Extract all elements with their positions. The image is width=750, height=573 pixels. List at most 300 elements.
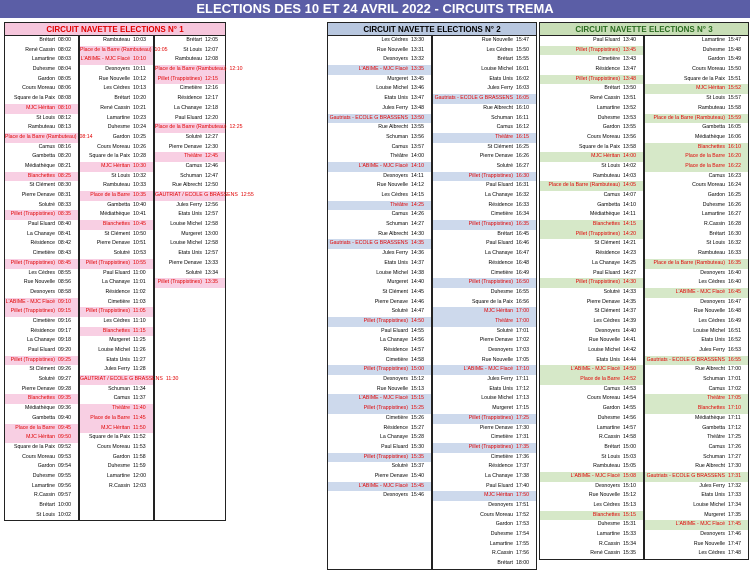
stop-name: Cimetière xyxy=(385,414,408,421)
stop-row xyxy=(80,394,153,404)
stop-row xyxy=(645,65,748,75)
stop-time: 16:02 xyxy=(516,75,529,82)
stop-time: 17:02 xyxy=(728,385,741,392)
stop-row xyxy=(155,143,225,153)
stop-time: 16:28 xyxy=(728,221,741,228)
stop-name: Desnoyers xyxy=(383,376,408,383)
stop-time: 09:40 xyxy=(58,414,71,421)
stop-row xyxy=(328,385,431,395)
page-title: ELECTIONS DES 10 ET 24 AVRIL 2022 - CIRCUITS TREMA xyxy=(0,0,750,18)
stop-row xyxy=(328,104,431,114)
stop-name: Etats Unis xyxy=(106,356,130,363)
stop-row xyxy=(433,162,536,172)
stop-time: 13:47 xyxy=(623,66,636,73)
stop-row xyxy=(540,288,643,298)
stop-time: 12:16 xyxy=(205,85,218,92)
stop-name: Gardon xyxy=(602,124,620,131)
stop-name: Résidence xyxy=(383,424,408,431)
stop-time: 17:55 xyxy=(516,540,529,547)
stop-row xyxy=(328,327,431,337)
stop-row xyxy=(433,443,536,453)
stop-name: Paul Eluard xyxy=(28,221,55,228)
stop-row xyxy=(645,365,748,375)
stop-row xyxy=(5,94,78,104)
stop-name: Médiathèque xyxy=(25,405,55,412)
stop-time: 15:13 xyxy=(411,385,424,392)
stop-time: 10:28 xyxy=(133,153,146,160)
stop-name: Place de la Barre xyxy=(90,414,130,421)
stop-row xyxy=(328,356,431,366)
stop-row xyxy=(80,230,153,240)
stop-time: 16:05 xyxy=(516,95,529,102)
stop-row xyxy=(540,511,643,521)
stop-row xyxy=(155,46,225,56)
stop-time: 16:01 xyxy=(516,66,529,73)
stop-name: Murgeret xyxy=(181,230,202,237)
stop-time: 09:27 xyxy=(58,376,71,383)
stop-row xyxy=(540,501,643,511)
stop-row xyxy=(5,501,78,511)
stop-time: 16:10 xyxy=(728,143,741,150)
stop-time: 16:33 xyxy=(728,250,741,257)
stop-name: Pillet (Trappistines) xyxy=(363,317,408,324)
stop-row xyxy=(540,414,643,424)
stop-name: Desnoyers xyxy=(595,327,620,334)
stop-time: 13:34 xyxy=(205,269,218,276)
stop-name: Rue Albrecht xyxy=(483,104,513,111)
stop-name: Pierre Denave xyxy=(479,337,513,344)
stop-row xyxy=(155,181,225,191)
stop-row xyxy=(540,346,643,356)
stop-row xyxy=(80,152,153,162)
stop-row xyxy=(80,453,153,463)
stop-name: Paul Eluard xyxy=(593,37,620,43)
stop-time: 15:48 xyxy=(728,46,741,53)
stop-row xyxy=(433,239,536,249)
stop-name: GAUTRIAT / ECOLE G BRASSENS xyxy=(80,376,163,383)
stop-name: Les Cèdres xyxy=(103,85,130,92)
stop-time: 13:56 xyxy=(411,133,424,140)
stop-time: 09:52 xyxy=(58,443,71,450)
stop-name: Gambetta xyxy=(32,153,55,160)
stop-time: 15:34 xyxy=(623,540,636,547)
stop-row xyxy=(80,143,153,153)
stop-time: 10:26 xyxy=(133,143,146,150)
stop-row xyxy=(645,230,748,240)
stop-time: 08:06 xyxy=(58,85,71,92)
stop-time: 17:38 xyxy=(516,472,529,479)
stop-time: 17:10 xyxy=(516,366,529,373)
stop-row xyxy=(80,375,179,385)
stop-row xyxy=(155,269,225,279)
stop-name: Schuman xyxy=(386,133,408,140)
stop-name: Pillet (Trappistines) xyxy=(363,366,408,373)
stop-name: Etats Unis xyxy=(489,385,513,392)
stop-time: 16:23 xyxy=(728,172,741,179)
stop-name: Square de la Paix xyxy=(14,443,55,450)
stop-row xyxy=(80,210,153,220)
stop-row xyxy=(328,424,431,434)
stop-name: Gardon xyxy=(707,56,725,63)
stop-row xyxy=(540,220,643,230)
stop-time: 09:57 xyxy=(58,492,71,499)
stop-name: Pillet (Trappistines) xyxy=(468,414,513,421)
stop-row xyxy=(80,249,153,259)
stop-name: Murgeret xyxy=(387,75,408,82)
stop-row xyxy=(80,424,153,434)
stop-time: 16:15 xyxy=(516,133,529,140)
stop-time: 17:01 xyxy=(516,327,529,334)
stop-row xyxy=(328,259,431,269)
stop-row xyxy=(645,356,748,366)
stop-time: 11:45 xyxy=(133,414,146,421)
stop-row xyxy=(540,46,643,56)
stop-name: Cimetière xyxy=(490,269,513,276)
stop-name: Lamartine xyxy=(489,540,513,547)
stop-row xyxy=(645,549,748,559)
stop-time: 13:45 xyxy=(623,46,636,53)
stop-time: 16:34 xyxy=(516,211,529,218)
stop-name: Etats Unis xyxy=(384,259,408,266)
stop-row xyxy=(5,75,78,85)
stop-name: Résidence xyxy=(488,463,513,470)
stop-name: Résidence xyxy=(488,259,513,266)
stop-row xyxy=(645,520,748,530)
stop-time: 10:51 xyxy=(133,240,146,247)
stop-row xyxy=(645,433,748,443)
stop-name: Desnoyers xyxy=(700,298,725,305)
stop-name: Square de la Paix xyxy=(579,143,620,150)
stop-name: L'ABIME - MJC Flacé xyxy=(463,366,513,373)
stop-row xyxy=(328,491,431,501)
stop-row xyxy=(645,375,748,385)
stop-name: L'ABIME - MJC Flacé xyxy=(358,395,408,402)
stop-row xyxy=(433,414,536,424)
stop-row xyxy=(645,104,748,114)
stop-time: 12:10 xyxy=(229,66,243,73)
stop-name: La Chanaye xyxy=(102,279,130,286)
stop-name: Schuman xyxy=(386,221,408,228)
stop-time: 14:56 xyxy=(623,414,636,421)
stop-row xyxy=(433,269,536,279)
stop-name: Pillet (Trappistines) xyxy=(575,279,620,286)
stop-name: Desnoyers xyxy=(383,56,408,63)
stop-name: Camus xyxy=(708,385,725,392)
stop-row xyxy=(80,346,153,356)
stop-row xyxy=(645,443,748,453)
stop-row xyxy=(155,55,225,65)
stop-time: 08:05 xyxy=(58,75,71,82)
stop-time: 17:00 xyxy=(516,317,529,324)
stop-row xyxy=(5,152,78,162)
stop-row xyxy=(433,298,536,308)
stop-name: Camus xyxy=(603,192,620,198)
stop-time: 15:50 xyxy=(728,66,741,73)
stop-row xyxy=(540,520,643,530)
stop-row xyxy=(5,201,78,211)
stop-name: Louise Michel xyxy=(170,221,202,228)
stop-time: 13:52 xyxy=(623,104,636,111)
stop-row xyxy=(540,298,643,308)
stop-row xyxy=(155,162,225,172)
stop-row xyxy=(328,94,431,104)
stop-name: Pierre Denave xyxy=(168,143,202,150)
stop-time: 15:35 xyxy=(411,453,424,460)
stop-time: 09:16 xyxy=(58,317,71,324)
stop-row xyxy=(328,249,431,259)
stop-time: 14:40 xyxy=(623,327,636,334)
stop-name: René Cassin xyxy=(590,550,620,557)
stop-row xyxy=(328,114,431,124)
stop-row xyxy=(433,482,536,492)
stop-time: 14:15 xyxy=(623,221,636,228)
stop-row xyxy=(80,133,153,143)
stop-row xyxy=(433,530,536,540)
stop-name: Camus xyxy=(185,162,202,169)
stop-name: Rambuteau xyxy=(593,463,620,470)
stop-time: 11:50 xyxy=(133,424,146,431)
stop-name: Cours Moreau xyxy=(692,66,725,73)
stop-time: 12:57 xyxy=(205,211,218,218)
stop-row xyxy=(5,327,78,337)
stop-name: Gambetta xyxy=(107,201,130,208)
stop-time: 17:53 xyxy=(516,521,529,528)
stop-row xyxy=(328,133,431,143)
stop-time: 17:10 xyxy=(728,405,741,412)
stop-row xyxy=(155,210,225,220)
stop-name: Gardon xyxy=(707,192,725,198)
stop-time: 10:03 xyxy=(133,37,146,43)
stop-time: 09:35 xyxy=(58,395,71,402)
stop-row xyxy=(433,559,536,569)
stop-name: St Clément xyxy=(382,288,408,295)
circuit-1-header: CIRCUIT NAVETTE ELECTIONS N° 1 xyxy=(4,22,226,36)
stop-time: 10:41 xyxy=(133,211,146,218)
stop-name: Rue Nouvelle xyxy=(23,279,55,286)
stop-time: 17:50 xyxy=(516,492,529,499)
stop-time: 14:00 xyxy=(623,153,636,160)
stop-time: 15:52 xyxy=(728,85,741,92)
stop-time: 14:58 xyxy=(623,434,636,441)
stop-row xyxy=(645,46,748,56)
stop-row xyxy=(540,278,643,288)
stop-row xyxy=(433,123,536,133)
stop-row xyxy=(5,317,78,327)
stop-time: 14:56 xyxy=(411,337,424,344)
stop-name: St Clément xyxy=(104,230,130,237)
stop-name: Jules Ferry xyxy=(487,376,513,383)
stop-time: 14:44 xyxy=(623,356,636,363)
stop-name: L'ABIME - MJC Flacé xyxy=(675,288,725,295)
stop-time: 14:00 xyxy=(411,153,424,160)
stop-row xyxy=(5,453,78,463)
stop-name: R.Cassin xyxy=(33,492,55,499)
stop-row xyxy=(433,143,536,153)
stop-time: 09:28 xyxy=(58,385,71,392)
stop-row xyxy=(645,269,748,279)
stop-row xyxy=(433,55,536,65)
stop-name: Place de la Barre (Rambuteau) xyxy=(155,124,227,131)
stop-row xyxy=(80,269,153,279)
stop-time: 16:55 xyxy=(516,288,529,295)
stop-name: Etats Unis xyxy=(701,492,725,499)
stop-time: 16:26 xyxy=(516,153,529,160)
stop-row xyxy=(328,462,431,472)
stop-row xyxy=(80,104,153,114)
stop-name: Cimetière xyxy=(107,298,130,305)
stop-time: 16:47 xyxy=(516,250,529,257)
stop-name: Louise Michel xyxy=(481,395,513,402)
stop-time: 15:13 xyxy=(623,502,636,508)
stop-time: 12:45 xyxy=(205,153,218,160)
stop-name: Place de la Barre xyxy=(685,153,725,160)
stop-time: 17:25 xyxy=(516,414,529,421)
stop-row xyxy=(80,162,153,172)
stop-row xyxy=(80,201,153,211)
stop-name: Gambetta xyxy=(702,124,725,131)
stop-name: Louise Michel xyxy=(98,347,130,353)
stop-row xyxy=(433,336,536,346)
stop-row xyxy=(5,472,78,482)
stop-name: L'ABIME - MJC Flacé xyxy=(570,472,620,479)
stop-name: Desnoyers xyxy=(30,288,55,295)
stop-row xyxy=(645,540,748,550)
stop-name: Schuman xyxy=(108,385,130,392)
stop-name: Médiathèque xyxy=(590,211,620,218)
stop-name: La Chanaye xyxy=(380,337,408,344)
stop-row xyxy=(645,394,748,404)
stop-name: Lamartine xyxy=(106,472,130,479)
stop-name: Les Cèdres xyxy=(28,269,55,276)
stop-name: Pierre Denave xyxy=(374,472,408,479)
stop-time: 13:00 xyxy=(205,230,218,237)
stop-name: Cours Moreau xyxy=(97,143,130,150)
stop-name: La Chanaye xyxy=(27,230,55,237)
stop-name: Lamartine xyxy=(31,482,55,489)
stop-row xyxy=(5,424,78,434)
stop-name: Cours Moreau xyxy=(587,133,620,140)
stop-time: 11:10 xyxy=(133,317,146,324)
stop-time: 17:31 xyxy=(516,434,529,441)
stop-row xyxy=(328,346,431,356)
stop-time: 09:56 xyxy=(58,482,71,489)
stop-name: L'ABIME - MJC Flacé xyxy=(358,66,408,73)
stop-row xyxy=(645,424,748,434)
stop-time: 15:51 xyxy=(728,75,741,82)
stop-time: 15:57 xyxy=(728,95,741,102)
stop-name: Rue Nouvelle xyxy=(481,356,513,363)
stop-time: 17:34 xyxy=(728,502,741,508)
stop-row xyxy=(540,404,643,414)
stop-name: Jules Ferry xyxy=(699,347,725,353)
stop-row xyxy=(540,114,643,124)
stop-name: Médiathèque xyxy=(695,414,725,421)
stop-name: Pillet (Trappistines) xyxy=(363,453,408,460)
stop-name: Lamartine xyxy=(596,424,620,431)
stop-time: 13:58 xyxy=(623,143,636,150)
stop-name: St Louis xyxy=(706,240,725,247)
stop-row xyxy=(433,94,536,104)
stop-time: 15:10 xyxy=(623,482,636,489)
stop-row xyxy=(80,75,153,85)
stop-row xyxy=(433,549,536,559)
circuit-3-section xyxy=(539,22,749,560)
stop-time: 14:30 xyxy=(411,230,424,237)
stop-name: Cours Moreau xyxy=(97,443,130,450)
stop-row xyxy=(540,453,643,463)
stop-time: 08:43 xyxy=(58,250,71,257)
stop-row xyxy=(328,210,431,220)
stop-row xyxy=(80,327,153,337)
stop-time: 15:28 xyxy=(411,434,424,441)
stop-time: 16:25 xyxy=(728,192,741,198)
stop-time: 12:30 xyxy=(205,143,218,150)
stop-row xyxy=(645,181,748,191)
stop-name: Rue Nouvelle xyxy=(376,46,408,53)
stop-time: 16:27 xyxy=(728,211,741,218)
stop-time: 13:56 xyxy=(623,133,636,140)
stop-row xyxy=(5,433,78,443)
stop-name: Pierre Denave xyxy=(479,153,513,160)
stop-time: 10:33 xyxy=(133,182,146,189)
stop-time: 08:42 xyxy=(58,240,71,247)
stop-name: Etats Unis xyxy=(178,211,202,218)
stop-time: 14:55 xyxy=(623,405,636,412)
stop-name: Paul Eluard xyxy=(486,482,513,489)
stop-name: Cimetière xyxy=(490,453,513,460)
stop-name: Rue Nouvelle xyxy=(588,337,620,344)
stop-name: Pillet (Trappistines) xyxy=(468,172,513,179)
stop-time: 14:50 xyxy=(623,366,636,373)
stop-row xyxy=(328,453,431,463)
stop-name: Duhesme xyxy=(597,414,620,421)
stop-name: Blanchettes xyxy=(102,221,130,228)
stop-name: MJC Héritan xyxy=(591,153,620,160)
stop-row xyxy=(5,220,78,230)
stop-time: 10:30 xyxy=(133,162,146,169)
stop-time: 13:33 xyxy=(205,259,218,266)
stop-row xyxy=(645,404,748,414)
stop-name: Cours Moreau xyxy=(22,85,55,92)
stop-name: Camus xyxy=(708,172,725,179)
stop-time: 15:30 xyxy=(411,443,424,450)
stop-name: Cimetière xyxy=(179,85,202,92)
stop-time: 10:24 xyxy=(133,124,146,131)
stop-name: L'ABIME - MJC Flacé xyxy=(358,162,408,169)
stop-row xyxy=(645,75,748,85)
stop-name: Solutré xyxy=(38,201,55,208)
stop-row xyxy=(328,55,431,65)
stop-name: Rue Nouvelle xyxy=(98,75,130,82)
stop-time: 14:33 xyxy=(623,288,636,295)
stop-name: L'ABIME - MJC Flacé xyxy=(5,298,55,305)
stop-name: Duhesme xyxy=(32,472,55,479)
stop-name: St Clément xyxy=(487,143,513,150)
stop-time: 17:31 xyxy=(728,472,741,479)
stop-row xyxy=(433,365,536,375)
stop-time: 14:52 xyxy=(623,376,636,383)
stop-time: 17:05 xyxy=(516,356,529,363)
stop-name: Brétart xyxy=(114,95,130,102)
stop-time: 09:20 xyxy=(58,347,71,353)
stop-time: 11:26 xyxy=(133,347,146,353)
stop-name: Les Cèdres xyxy=(381,37,408,43)
stop-row xyxy=(645,327,748,337)
stop-row xyxy=(433,520,536,530)
stop-name: Brétart xyxy=(497,560,513,567)
stop-time: 12:46 xyxy=(205,162,218,169)
stop-name: R.Cassin xyxy=(703,221,725,228)
